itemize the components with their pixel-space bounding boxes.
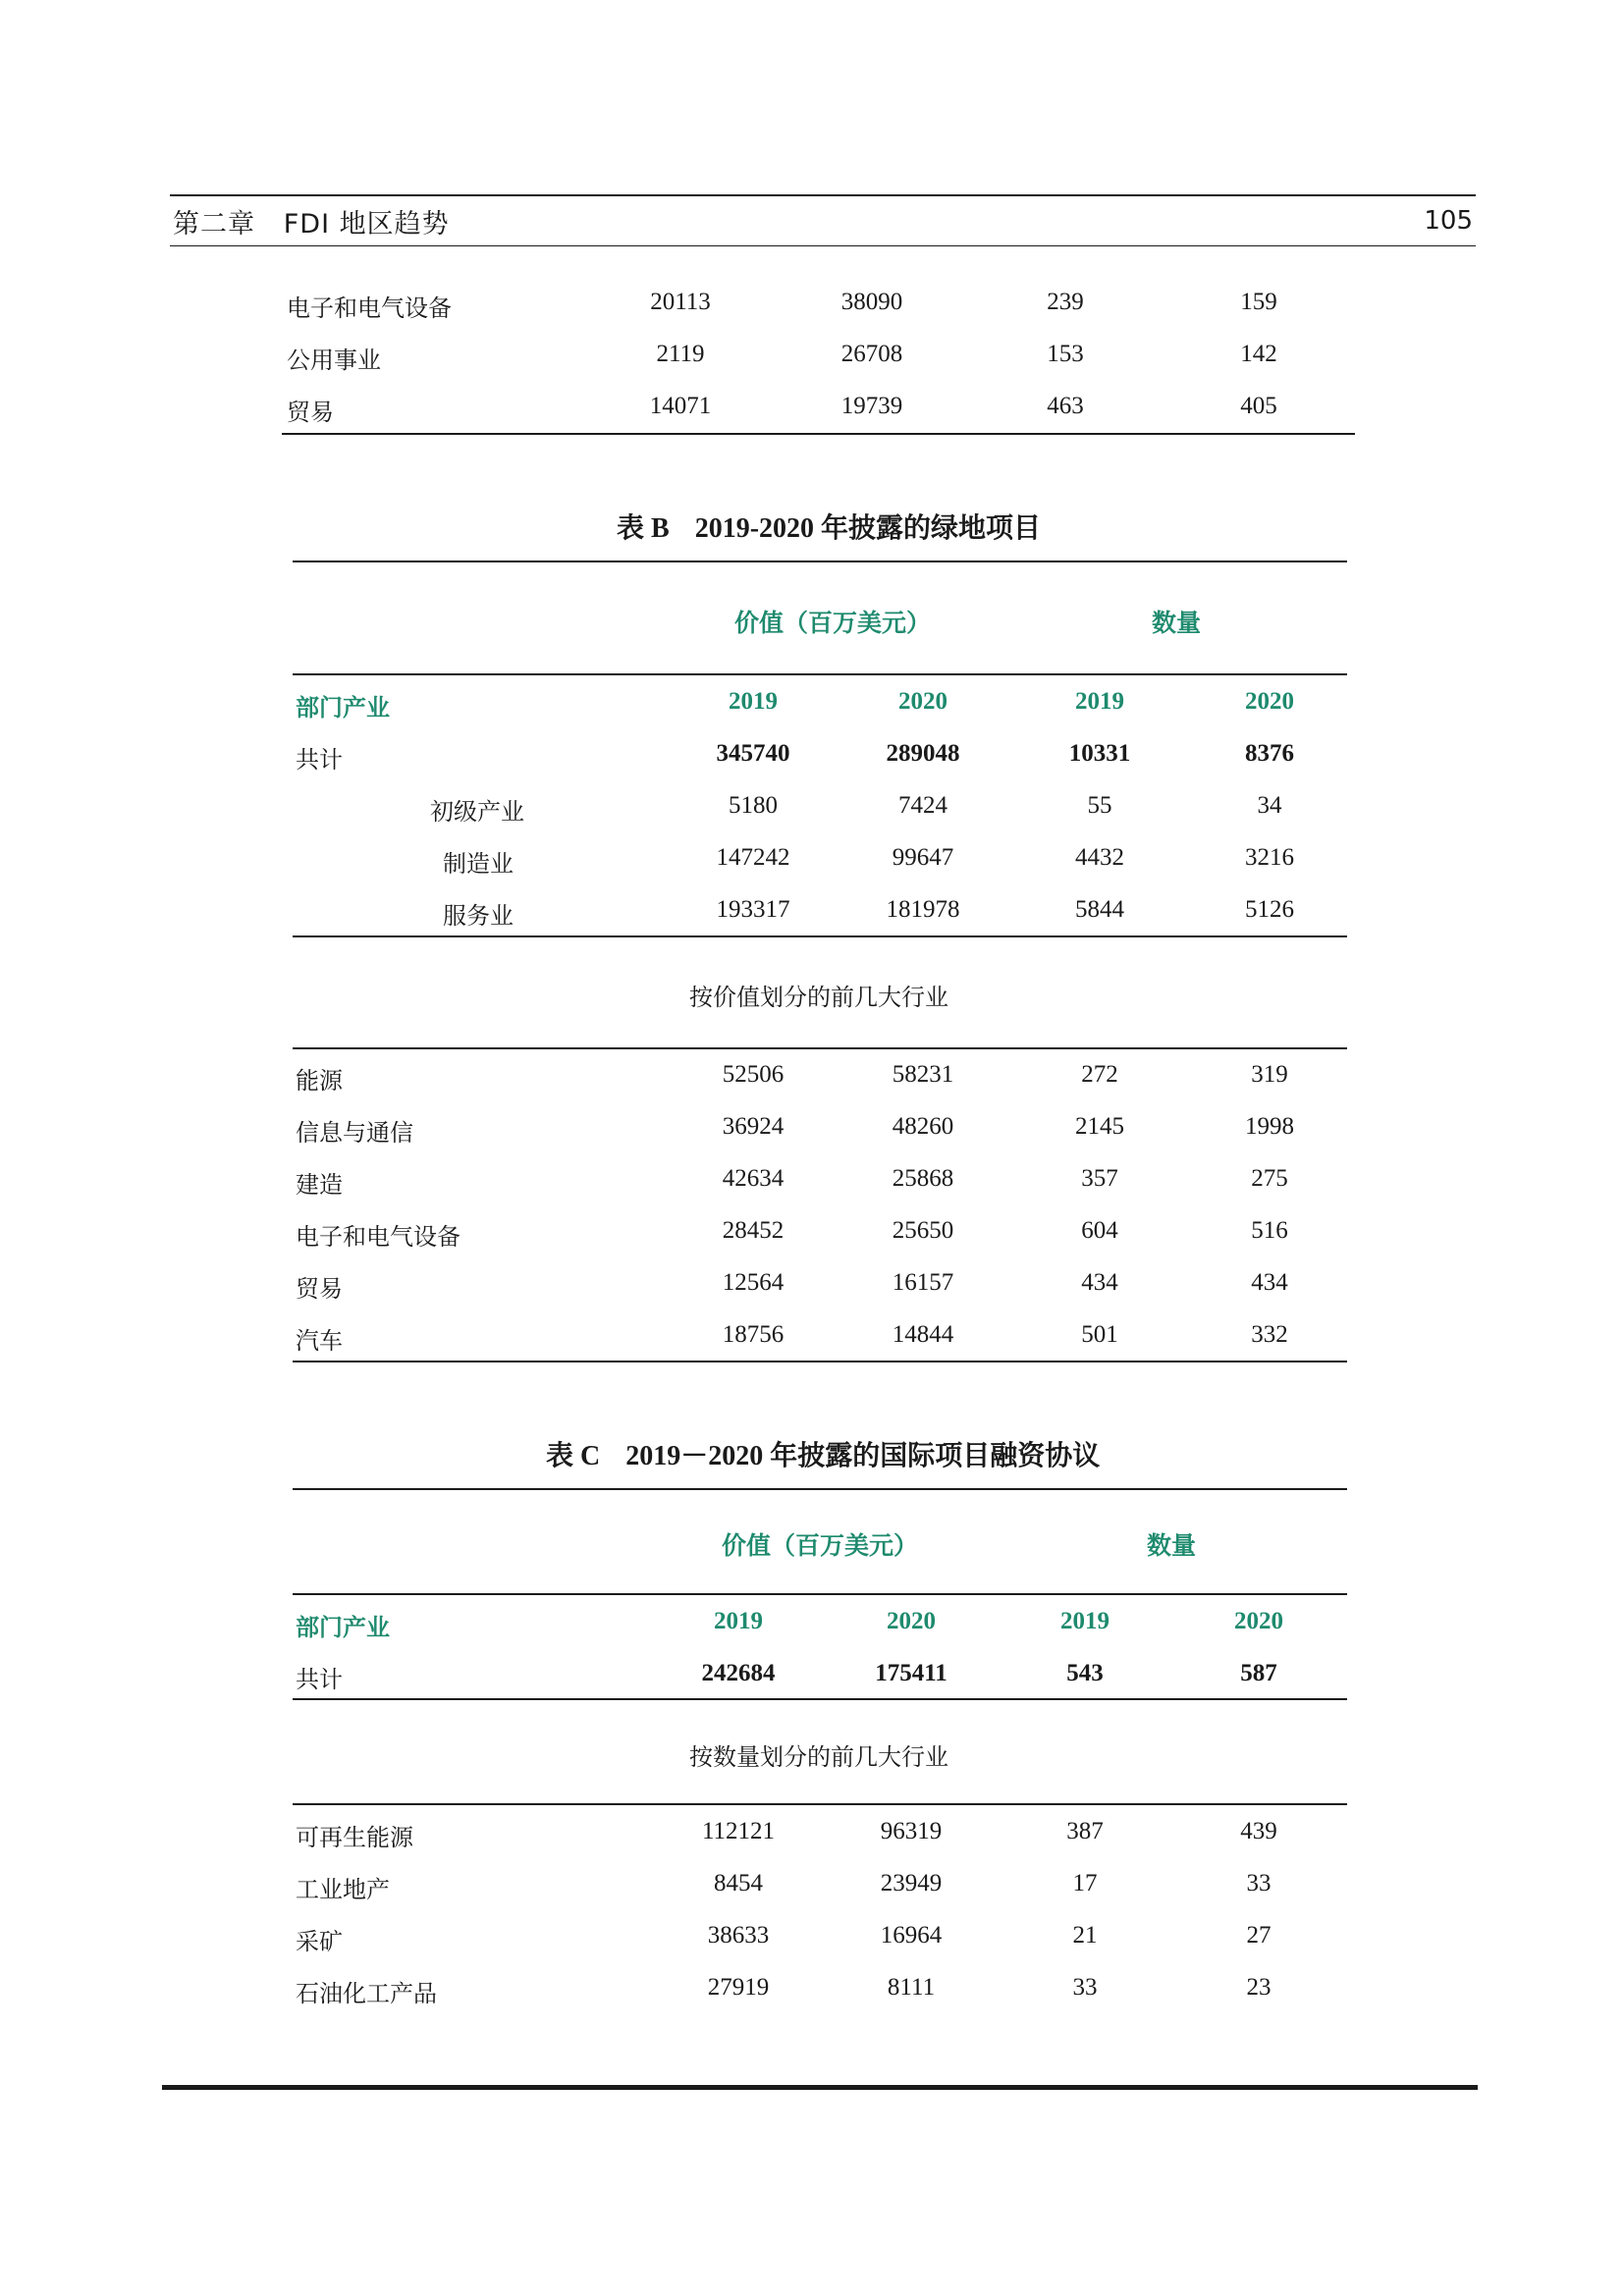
cell-count-2020: 439 — [1240, 1818, 1277, 1844]
cell-count-2019: 239 — [1047, 289, 1084, 315]
row-label: 公用事业 — [287, 347, 381, 374]
table-row — [0, 1165, 1624, 1204]
table-c-subsection-caption: 按数量划分的前几大行业 — [689, 1743, 948, 1771]
cell-count-2020: 159 — [1240, 289, 1277, 315]
table-row — [0, 1974, 1624, 2013]
table-c-group-value: 价值（百万美元） — [721, 1531, 919, 1560]
table-b-industry-top-rule — [293, 1047, 1347, 1049]
cell-count-2020: 23 — [1246, 1974, 1272, 2001]
col-year: 2020 — [898, 688, 947, 715]
table-c-group-count: 数量 — [1146, 1531, 1197, 1560]
cell-count-2019: 17 — [1072, 1870, 1098, 1896]
cell-value-2019: 147242 — [716, 844, 790, 871]
cell-value-2020: 289048 — [886, 740, 960, 767]
table-c-total-row — [0, 1660, 1624, 1699]
cell-value-2020: 16964 — [880, 1922, 943, 1949]
cell-count-2020: 434 — [1251, 1269, 1288, 1296]
cell-value-2020: 38090 — [840, 289, 903, 315]
cell-count-2020: 142 — [1240, 341, 1277, 367]
cell-value-2020: 16157 — [892, 1269, 954, 1296]
cell-value-2020: 48260 — [892, 1113, 954, 1140]
table-row — [0, 1113, 1624, 1152]
cell-value-2019: 27919 — [707, 1974, 770, 2001]
cell-count-2019: 55 — [1087, 792, 1112, 819]
cell-count-2019: 604 — [1081, 1217, 1118, 1244]
table-b-total-row — [0, 740, 1624, 779]
table-a-bottom-rule — [282, 433, 1355, 435]
cell-value-2019: 2119 — [656, 341, 705, 367]
cell-value-2019: 112121 — [701, 1818, 776, 1844]
row-label: 电子和电气设备 — [287, 294, 452, 322]
row-label: 石油化工产品 — [296, 1980, 437, 2007]
cell-count-2019: 2145 — [1075, 1113, 1124, 1140]
row-label: 可再生能源 — [296, 1824, 413, 1851]
cell-count-2020: 405 — [1240, 393, 1277, 419]
row-label: 建造 — [296, 1171, 343, 1199]
table-row — [0, 1269, 1624, 1308]
cell-value-2019: 345740 — [716, 740, 790, 767]
cell-count-2019: 434 — [1081, 1269, 1118, 1296]
table-b-label: 表 B — [617, 513, 670, 544]
row-label: 汽车 — [296, 1327, 343, 1355]
chapter-title: FDI 地区趋势 — [283, 209, 450, 240]
table-c-title-text: 2019－2020 年披露的国际项目融资协议 — [625, 1441, 1101, 1471]
cell-count-2020: 3216 — [1245, 844, 1294, 871]
cell-value-2020: 25650 — [892, 1217, 954, 1244]
row-label: 能源 — [296, 1067, 343, 1095]
row-label: 采矿 — [296, 1928, 343, 1955]
cell-count-2019: 357 — [1081, 1165, 1118, 1192]
cell-value-2020: 19739 — [840, 393, 903, 419]
table-c-label: 表 C — [546, 1441, 601, 1471]
table-b-title — [617, 507, 1041, 546]
cell-value-2019: 18756 — [722, 1321, 785, 1348]
cell-value-2020: 14844 — [892, 1321, 954, 1348]
col-year: 2019 — [729, 688, 778, 715]
col-year: 2019 — [714, 1608, 763, 1634]
cell-count-2020: 33 — [1246, 1870, 1272, 1896]
cell-count-2020: 1998 — [1245, 1113, 1294, 1140]
row-label: 工业地产 — [296, 1876, 390, 1903]
cell-value-2019: 52506 — [722, 1061, 785, 1088]
col-year: 2020 — [887, 1608, 936, 1634]
col-label: 部门产业 — [296, 1614, 390, 1641]
table-c-top-rule — [293, 1488, 1347, 1490]
cell-value-2019: 42634 — [722, 1165, 785, 1192]
cell-count-2019: 5844 — [1075, 896, 1124, 923]
cell-value-2019: 12564 — [722, 1269, 785, 1296]
cell-value-2019: 242684 — [701, 1660, 776, 1686]
cell-value-2020: 181978 — [886, 896, 960, 923]
table-row — [0, 341, 1624, 380]
col-year: 2019 — [1060, 1608, 1110, 1634]
table-b-column-header — [0, 688, 1624, 727]
table-row — [0, 1870, 1624, 1909]
cell-value-2020: 23949 — [880, 1870, 943, 1896]
cell-value-2020: 58231 — [892, 1061, 954, 1088]
row-label: 共计 — [296, 1666, 343, 1693]
table-b-header-rule — [293, 673, 1347, 675]
table-c-title — [546, 1434, 1100, 1473]
cell-count-2020: 516 — [1251, 1217, 1288, 1244]
running-head — [173, 202, 450, 240]
footer-rule — [162, 2085, 1478, 2090]
cell-value-2020: 99647 — [892, 844, 954, 871]
cell-value-2019: 193317 — [716, 896, 790, 923]
cell-count-2020: 319 — [1251, 1061, 1288, 1088]
row-label: 共计 — [296, 746, 343, 774]
row-label: 信息与通信 — [296, 1119, 413, 1147]
table-row — [0, 1061, 1624, 1100]
cell-count-2020: 8376 — [1245, 740, 1294, 767]
cell-count-2020: 34 — [1257, 792, 1282, 819]
cell-value-2019: 8454 — [714, 1870, 763, 1896]
cell-value-2020: 26708 — [840, 341, 903, 367]
page-number: 105 — [1424, 206, 1473, 236]
row-label: 贸易 — [287, 399, 334, 426]
table-row — [0, 844, 1624, 883]
cell-count-2019: 272 — [1081, 1061, 1118, 1088]
cell-value-2020: 175411 — [875, 1660, 947, 1686]
table-b-title-text: 2019-2020 年披露的绿地项目 — [694, 513, 1042, 544]
cell-count-2019: 501 — [1081, 1321, 1118, 1348]
cell-count-2019: 21 — [1072, 1922, 1098, 1949]
table-row — [0, 1818, 1624, 1857]
cell-count-2020: 332 — [1251, 1321, 1288, 1348]
table-c-column-header — [0, 1608, 1624, 1647]
cell-count-2019: 153 — [1047, 341, 1084, 367]
cell-value-2020: 96319 — [880, 1818, 943, 1844]
table-b-subsection-caption: 按价值划分的前几大行业 — [689, 984, 948, 1011]
col-year: 2020 — [1234, 1608, 1283, 1634]
cell-value-2020: 7424 — [898, 792, 947, 819]
cell-value-2019: 20113 — [650, 289, 711, 315]
cell-count-2019: 543 — [1066, 1660, 1104, 1686]
row-label: 电子和电气设备 — [296, 1223, 460, 1251]
cell-count-2020: 275 — [1251, 1165, 1288, 1192]
header-rule-top — [170, 194, 1476, 196]
cell-count-2019: 387 — [1066, 1818, 1104, 1844]
table-c-header-rule — [293, 1593, 1347, 1595]
cell-value-2019: 14071 — [649, 393, 712, 419]
table-row — [0, 1922, 1624, 1961]
table-row — [0, 896, 1624, 935]
table-c-total-bottom-rule — [293, 1698, 1347, 1700]
table-b-top-rule — [293, 561, 1347, 562]
cell-value-2019: 36924 — [722, 1113, 785, 1140]
row-label: 制造业 — [443, 850, 514, 878]
table-b-bottom-rule — [293, 1361, 1347, 1362]
cell-count-2020: 587 — [1240, 1660, 1277, 1686]
cell-count-2020: 5126 — [1245, 896, 1294, 923]
row-label: 服务业 — [443, 902, 514, 930]
cell-count-2019: 4432 — [1075, 844, 1124, 871]
cell-value-2019: 28452 — [722, 1217, 785, 1244]
table-row — [0, 1217, 1624, 1256]
header-rule-bottom — [170, 245, 1476, 246]
table-c-industry-top-rule — [293, 1803, 1347, 1805]
cell-value-2020: 25868 — [892, 1165, 954, 1192]
col-year: 2019 — [1075, 688, 1124, 715]
cell-count-2020: 27 — [1246, 1922, 1272, 1949]
table-b-group-count: 数量 — [1151, 609, 1202, 637]
chapter-label: 第二章 — [173, 209, 255, 240]
table-row — [0, 792, 1624, 831]
cell-count-2019: 10331 — [1068, 740, 1131, 767]
cell-value-2019: 5180 — [729, 792, 778, 819]
col-year: 2020 — [1245, 688, 1294, 715]
table-b-group-value: 价值（百万美元） — [733, 609, 932, 637]
table-row — [0, 393, 1624, 432]
col-label: 部门产业 — [296, 694, 390, 721]
row-label: 初级产业 — [430, 798, 524, 826]
cell-value-2019: 38633 — [707, 1922, 770, 1949]
cell-count-2019: 463 — [1047, 393, 1084, 419]
table-row — [0, 1321, 1624, 1361]
cell-count-2019: 33 — [1072, 1974, 1098, 2001]
table-b-sector-bottom-rule — [293, 935, 1347, 937]
row-label: 贸易 — [296, 1275, 343, 1303]
cell-value-2020: 8111 — [887, 1974, 936, 2001]
table-row — [0, 289, 1624, 328]
